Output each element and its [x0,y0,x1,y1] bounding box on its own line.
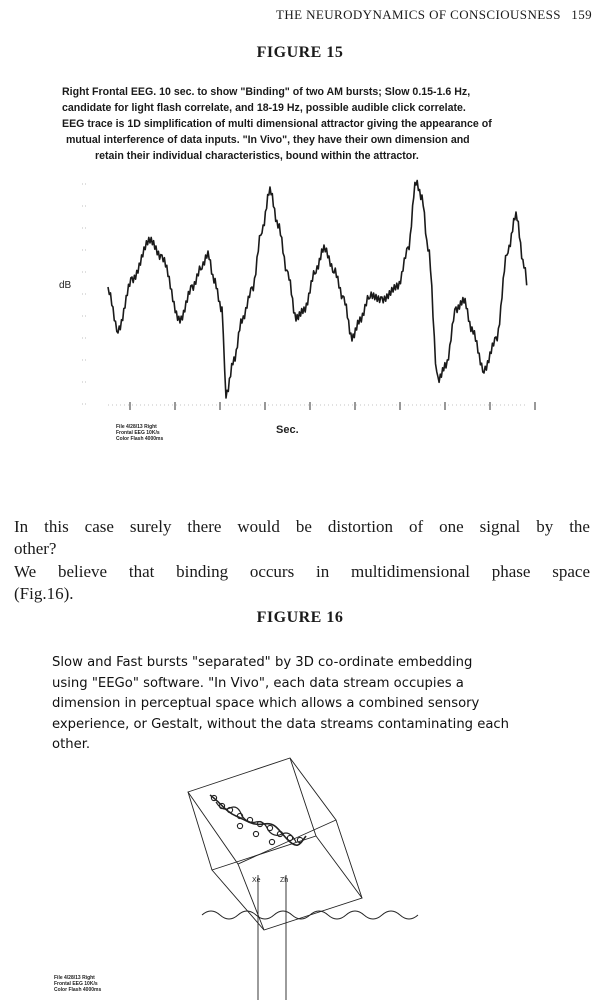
word: phase [491,562,531,581]
word: binding [176,562,229,581]
caption-line: EEG trace is 1D simplification of multi dimensional attractor giving the appearance of [62,118,492,130]
wave-line [202,911,418,919]
word: the [569,517,590,536]
data-stream-loop [237,823,242,828]
word: one [439,517,464,536]
caption-line: retain their individual characteristics, bound within the attractor. [95,150,419,162]
data-stream-loops [211,795,302,844]
cube-front-face [188,758,336,864]
figure-16-caption [52,653,552,756]
data-stream-loop [297,837,302,842]
word: signal [479,517,521,536]
recording-stamp: File 4/28/13 Right Frontal EEG 10K/s Color Flash 4000ms [54,975,102,993]
eeg-x-label: Sec. [276,424,299,436]
phase-space-cube [140,750,460,1000]
data-stream-trace [210,795,306,845]
eeg-y-label: dB [59,280,72,291]
data-stream-loop [287,835,292,840]
paragraph-1-line-1 [14,516,590,538]
cube-edge [336,820,362,898]
paragraph-2 [14,561,590,605]
caption-line: using "EEGo" software. "In Vivo", each data stream occupies a [52,675,464,691]
word: would [237,517,280,536]
word: of [409,517,424,536]
running-title: THE NEURODYNAMICS OF CONSCIOUSNESS [276,7,561,22]
page-number: 159 [571,7,592,22]
caption-line: dimension in perceptual space which allows a combined sensory [52,696,480,711]
data-stream-loop [269,839,274,844]
word: distortion [327,517,394,536]
data-stream-loop [267,825,272,830]
paragraph-1-line-2: other? [14,539,57,558]
paragraph-2-line-2: (Fig.16). [14,584,74,603]
caption-line: experience, or Gestalt, without the data streams contaminating each [52,716,510,732]
eeg-y-ticks [82,184,88,404]
axis-label-1: Xe [252,877,261,884]
word: be [295,517,312,536]
word: occurs [249,562,295,581]
running-head [276,6,592,24]
caption-line: other. [52,737,91,752]
word: in [315,562,330,581]
paragraph-1 [14,516,590,560]
caption-line: mutual interference of data inputs. "In Vivo", they have their own dimension and [66,134,470,146]
cube-edge [238,864,264,930]
word: this [44,517,69,536]
word: by [536,517,554,536]
figure-15-caption [62,84,538,164]
caption-line: candidate for light flash correlate, and 18-19 Hz, possible audible click correlate. [62,102,466,114]
word: there [187,517,222,536]
axis-label-2: Zh [280,877,289,884]
recording-stamp: File 4/28/13 Right Frontal EEG 10K/s Color Flash 4000ms [116,424,164,442]
word: case [84,517,114,536]
word: We [14,562,37,581]
figure-15-title: FIGURE 15 [256,44,344,61]
word: In [14,517,29,536]
word: believe [58,562,108,581]
word: surely [129,517,172,536]
cube-edge [188,792,212,870]
word: that [128,562,155,581]
word: space [552,562,590,581]
data-stream-loop [253,831,258,836]
paragraph-2-line-1 [14,561,590,583]
cube-edge [290,758,316,836]
eeg-trace [108,181,527,399]
word: multidimensional [350,562,470,581]
eeg-x-ticks [130,402,535,410]
caption-line: Slow and Fast bursts "separated" by 3D co-ordinate embedding [52,655,473,670]
caption-line: Right Frontal EEG. 10 sec. to show "Binding" of two AM bursts; Slow 0.15-1.6 Hz, [62,86,471,98]
figure-16-title: FIGURE 16 [256,609,344,626]
